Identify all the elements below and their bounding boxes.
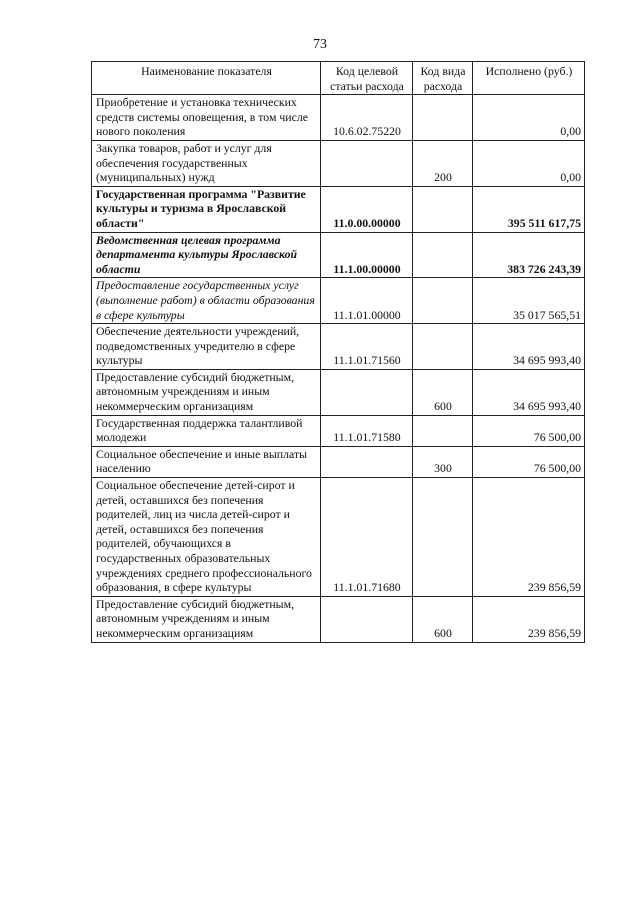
row-target-code: 11.1.00.00000 xyxy=(321,232,413,278)
row-amount: 0,00 xyxy=(473,140,585,186)
row-name: Предоставление государственных услуг (выполнение работ) в области образования в сфере культуры xyxy=(92,278,321,324)
row-name: Обеспечение деятельности учреждений, подведомственных учредителю в сфере культуры xyxy=(92,324,321,370)
table-row xyxy=(92,415,585,446)
row-target-code: 11.1.01.71580 xyxy=(321,415,413,446)
row-amount: 395 511 617,75 xyxy=(473,186,585,232)
table-row xyxy=(92,478,585,597)
row-name: Ведомственная целевая программа департамента культуры Ярославской области xyxy=(92,232,321,278)
row-name: Государственная поддержка талантливой молодежи xyxy=(92,415,321,446)
row-amount: 76 500,00 xyxy=(473,446,585,477)
row-target-code: 11.0.00.00000 xyxy=(321,186,413,232)
row-kind-code: 600 xyxy=(413,596,473,642)
table-row xyxy=(92,95,585,141)
table-header-row xyxy=(92,62,585,95)
table-row xyxy=(92,186,585,232)
row-target-code xyxy=(321,369,413,415)
row-amount: 239 856,59 xyxy=(473,478,585,597)
table-body xyxy=(92,95,585,642)
row-kind-code xyxy=(413,324,473,370)
row-amount: 34 695 993,40 xyxy=(473,369,585,415)
budget-table xyxy=(91,61,585,643)
table-row xyxy=(92,278,585,324)
row-kind-code: 600 xyxy=(413,369,473,415)
row-kind-code xyxy=(413,232,473,278)
row-kind-code: 200 xyxy=(413,140,473,186)
row-amount: 0,00 xyxy=(473,95,585,141)
row-kind-code xyxy=(413,478,473,597)
row-kind-code xyxy=(413,95,473,141)
row-target-code xyxy=(321,140,413,186)
header-executed: Исполнено (руб.) xyxy=(473,62,585,95)
row-name: Закупка товаров, работ и услуг для обеспечения государственных (муниципальных) нужд xyxy=(92,140,321,186)
row-kind-code: 300 xyxy=(413,446,473,477)
header-target-code: Код целевой статьи расхода xyxy=(321,62,413,95)
row-kind-code xyxy=(413,186,473,232)
row-amount: 34 695 993,40 xyxy=(473,324,585,370)
row-name: Социальное обеспечение детей-сирот и детей, оставшихся без попечения родителей, лиц из числа детей-сирот и детей, оставшихся без попечения родителей, обучающихся в государственных образовательных учреждениях среднего профессионального образования, в сфере культуры xyxy=(92,478,321,597)
row-amount: 239 856,59 xyxy=(473,596,585,642)
table-row xyxy=(92,232,585,278)
row-name: Государственная программа "Развитие культуры и туризма в Ярославской области" xyxy=(92,186,321,232)
row-target-code: 11.1.01.71560 xyxy=(321,324,413,370)
row-target-code xyxy=(321,596,413,642)
row-name: Социальное обеспечение и иные выплаты населению xyxy=(92,446,321,477)
row-name: Приобретение и установка технических средств системы оповещения, в том числе нового поколения xyxy=(92,95,321,141)
row-target-code xyxy=(321,446,413,477)
row-amount: 35 017 565,51 xyxy=(473,278,585,324)
header-kind-code: Код вида расхода xyxy=(413,62,473,95)
row-amount: 383 726 243,39 xyxy=(473,232,585,278)
row-target-code: 11.1.01.71680 xyxy=(321,478,413,597)
table-row xyxy=(92,324,585,370)
table-row xyxy=(92,140,585,186)
row-kind-code xyxy=(413,278,473,324)
row-name: Предоставление субсидий бюджетным, автономным учреждениям и иным некоммерческим организациям xyxy=(92,596,321,642)
header-name: Наименование показателя xyxy=(92,62,321,95)
table-row xyxy=(92,369,585,415)
row-target-code: 11.1.01.00000 xyxy=(321,278,413,324)
row-name: Предоставление субсидий бюджетным, автономным учреждениям и иным некоммерческим организациям xyxy=(92,369,321,415)
row-target-code: 10.6.02.75220 xyxy=(321,95,413,141)
table-row xyxy=(92,446,585,477)
row-kind-code xyxy=(413,415,473,446)
row-amount: 76 500,00 xyxy=(473,415,585,446)
table-row xyxy=(92,596,585,642)
page-number: 73 xyxy=(313,37,327,52)
